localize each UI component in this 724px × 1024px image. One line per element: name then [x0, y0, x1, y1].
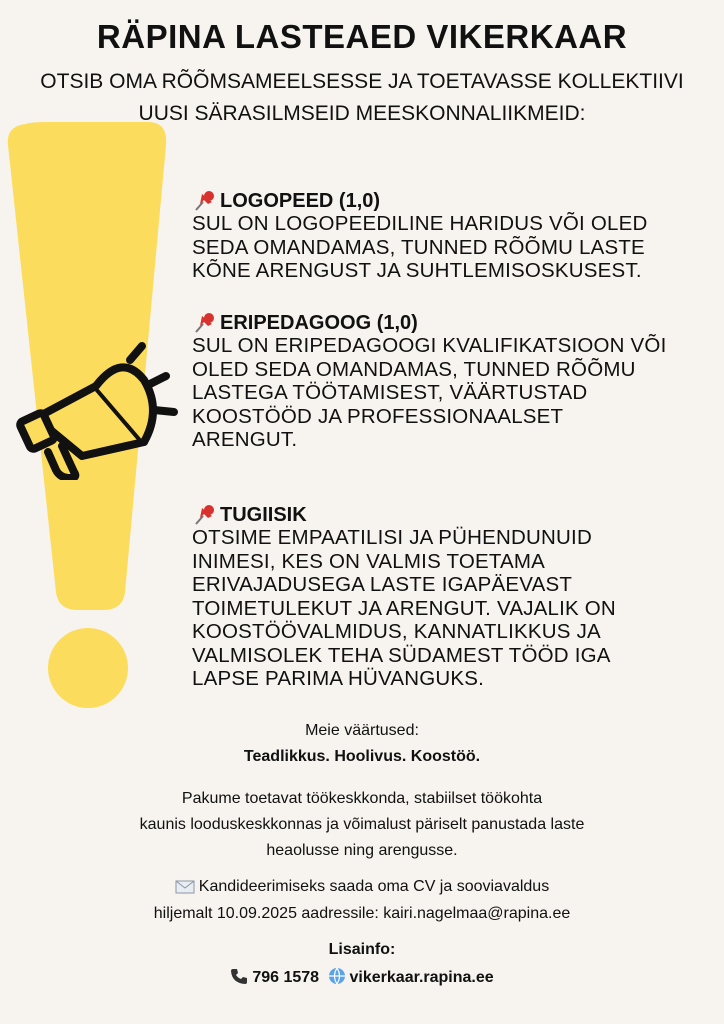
description-line: SUL ON ERIPEDAGOOGI KVALIFIKATSIOON VÕI	[192, 334, 667, 357]
subtitle-line-1: OTSIB OMA RÕÕMSAMEELSESSE JA TOETAVASSE KOLLEKTIIVI	[40, 70, 684, 93]
offer-line: kaunis looduskeskkonnas ja võimalust päriselt panustada laste	[139, 816, 585, 833]
position-title: LOGOPEED (1,0)	[220, 190, 381, 212]
page-title: RÄPINA LASTEAED VIKERKAAR	[96, 18, 628, 55]
megaphone-icon	[12, 340, 182, 480]
description-line: LAPSE PARIMA HÜVANGUKS.	[192, 667, 485, 690]
position-logopeed	[192, 190, 712, 283]
offer-line: Pakume toetavat töökeskkonda, stabiilset töökohta	[181, 790, 543, 807]
offer-section	[0, 786, 724, 864]
pushpin-icon	[192, 504, 218, 526]
contact-line	[0, 964, 724, 992]
description-line: SUL ON LOGOPEEDILINE HARIDUS VÕI OLED	[192, 212, 648, 235]
position-title: TUGIISIK	[220, 504, 307, 526]
globe-icon	[328, 967, 346, 985]
position-description	[192, 212, 712, 283]
description-line: KÕNE ARENGUST JA SUHTLEMISOSKUSEST.	[192, 259, 642, 282]
contact-section	[0, 936, 724, 992]
position-tugiisik	[192, 504, 712, 691]
phone-number[interactable]: 796 1578	[252, 969, 320, 986]
description-line: LASTEGA TÖÖTAMISEST, VÄÄRTUSTAD	[192, 381, 588, 404]
pushpin-icon	[192, 190, 218, 212]
pushpin-icon	[192, 312, 218, 334]
apply-section	[0, 873, 724, 927]
position-description	[192, 334, 712, 452]
description-line: TOIMETULEKUT JA ARENGUT. VAJALIK ON	[192, 596, 616, 620]
description-line: OTSIME EMPAATILISI JA PÜHENDUNUID	[192, 526, 592, 549]
description-line: SEDA OMANDAMAS, TUNNED RÕÕMU LASTE	[192, 235, 645, 259]
apply-line-2[interactable]: hiljemalt 10.09.2025 aadressile: kairi.nagelmaa@rapina.ee	[153, 905, 571, 922]
position-eripedagoog	[192, 312, 712, 452]
description-line: KOOSTÖÖVALMIDUS, KANNATLIKKUS JA	[192, 620, 601, 643]
contact-label: Lisainfo:	[328, 941, 396, 958]
subtitle-line-2: UUSI SÄRASILMSEID MEESKONNALIIKMEID:	[138, 102, 586, 125]
description-line: INIMESI, KES ON VALMIS TOETAMA	[192, 549, 546, 573]
values-section	[0, 718, 724, 770]
phone-icon	[230, 967, 248, 985]
position-description	[192, 526, 712, 691]
description-line: ERIVAJADUSEGA LASTE IGAPÄEVAST	[192, 573, 573, 596]
offer-line: heaolusse ning arengusse.	[266, 842, 458, 859]
envelope-icon	[175, 880, 195, 894]
position-heading	[192, 190, 712, 212]
website-link[interactable]: vikerkaar.rapina.ee	[349, 969, 494, 986]
values-label: Meie väärtused:	[305, 722, 419, 739]
values-text: Teadlikkus. Hoolivus. Koostöö.	[243, 748, 481, 765]
position-title: ERIPEDAGOOG (1,0)	[220, 312, 418, 334]
description-line: OLED SEDA OMANDAMAS, TUNNED RÕÕMU	[192, 357, 636, 381]
apply-line-1: Kandideerimiseks saada oma CV ja sooviavaldus	[0, 873, 724, 900]
page-subtitle	[0, 66, 724, 130]
position-heading	[192, 312, 712, 334]
description-line: KOOSTÖÖD JA PROFESSIONAALSET	[192, 404, 564, 428]
description-line: ARENGUT.	[192, 428, 298, 451]
position-heading	[192, 504, 712, 526]
description-line: VALMISOLEK TEHA SÜDAMEST TÖÖD IGA	[192, 643, 611, 667]
